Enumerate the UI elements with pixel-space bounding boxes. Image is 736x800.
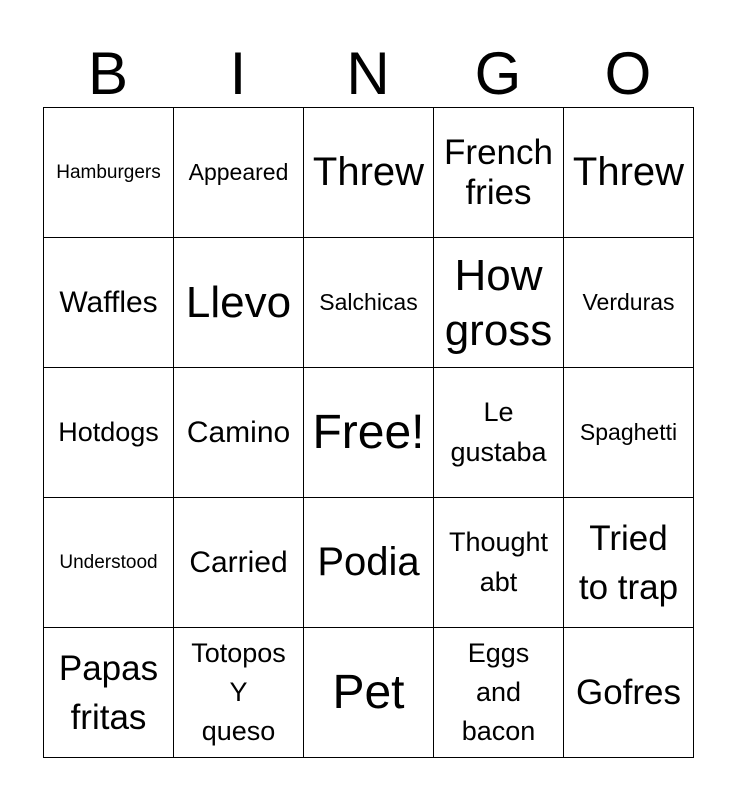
cell-text: Carried [189,545,288,579]
bingo-cell-r4-c1[interactable] [174,628,304,758]
cell-text: Appeared [188,158,289,185]
bingo-cell-r4-c4[interactable] [564,628,694,758]
cell-text: Verduras [582,288,675,315]
header-letter-g: G [474,40,522,107]
bingo-cell-r0-c0[interactable] [44,108,174,238]
cell-text: Free! [312,405,425,459]
cell-text: Threw [572,150,685,195]
bingo-cell-r0-c3[interactable] [434,108,564,238]
cell-text: Le gustaba [450,397,547,467]
bingo-cell-r1-c3[interactable] [434,238,564,368]
cell-text: Hotdogs [58,417,159,448]
cell-text: Salchicas [319,288,418,315]
bingo-cell-r4-c3[interactable] [434,628,564,758]
bingo-cell-r2-c4[interactable] [564,368,694,498]
bingo-cell-r2-c2[interactable] [304,368,434,498]
bingo-cell-r3-c4[interactable] [564,498,694,628]
cell-text: French fries [444,133,553,212]
bingo-cell-r3-c2[interactable] [304,498,434,628]
bingo-board [43,107,694,758]
header-letter-n: N [346,40,390,107]
cell-text: Eggs and bacon [461,637,536,747]
header-letter-o: O [604,40,652,107]
bingo-cell-r3-c3[interactable] [434,498,564,628]
bingo-cell-r4-c2[interactable] [304,628,434,758]
bingo-header [43,42,693,106]
bingo-cell-r2-c3[interactable] [434,368,564,498]
cell-text: Hamburgers [56,161,161,183]
bingo-cell-r1-c4[interactable] [564,238,694,368]
cell-text: Tried to trap [578,518,679,607]
cell-text: Camino [186,415,291,449]
cell-text: Threw [312,150,425,195]
bingo-cell-r1-c2[interactable] [304,238,434,368]
bingo-cell-r4-c0[interactable] [44,628,174,758]
cell-text: Llevo [185,277,292,327]
cell-text: How gross [444,250,553,355]
header-letter-b: B [87,40,129,107]
cell-text: Understood [59,551,158,573]
cell-text: Gofres [575,672,682,712]
cell-text: Spaghetti [579,418,678,445]
header-letter-i: I [229,40,247,107]
bingo-cell-r1-c1[interactable] [174,238,304,368]
cell-text: Papas fritas [58,648,159,737]
bingo-cell-r3-c0[interactable] [44,498,174,628]
cell-text: Podia [317,540,420,585]
cell-text: Waffles [59,285,158,319]
cell-text: Pet [332,665,405,719]
bingo-cell-r1-c0[interactable] [44,238,174,368]
bingo-cell-r2-c1[interactable] [174,368,304,498]
cell-text: Totopos Y queso [191,637,286,747]
cell-text: Thought abt [448,527,549,597]
bingo-cell-r3-c1[interactable] [174,498,304,628]
bingo-cell-r0-c4[interactable] [564,108,694,238]
bingo-cell-r0-c2[interactable] [304,108,434,238]
bingo-cell-r2-c0[interactable] [44,368,174,498]
bingo-cell-r0-c1[interactable] [174,108,304,238]
